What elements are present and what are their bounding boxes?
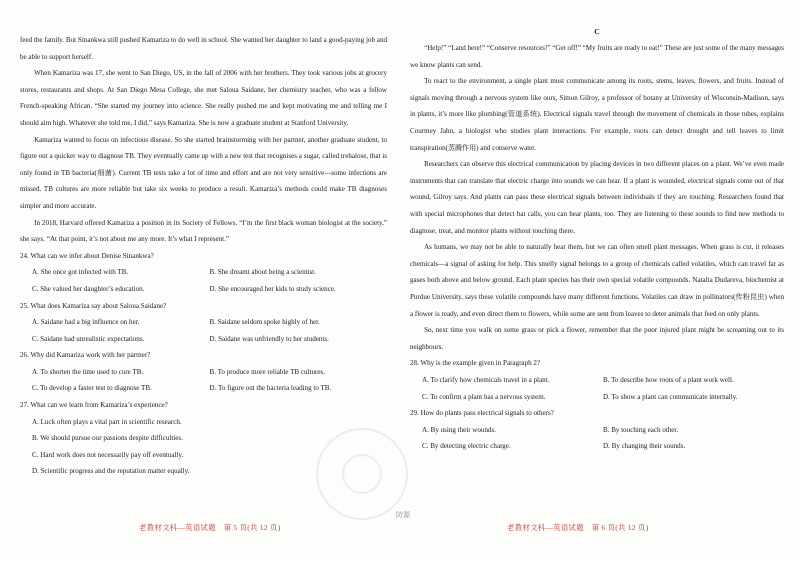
question-stem: 27. What can we learn from Kamariza’s experience? [20,401,168,410]
question-options [20,364,387,397]
question-stem: 24. What can we infer about Denise Sinankwa? [20,251,154,260]
question-options [20,314,387,347]
page-footer-right: 老教材文科—英语试题 第 6 页(共 12 页) [507,523,649,532]
right-paragraph-1: “Help!” “Land here!” “Conserve resources!” “Get off!” “My fruits are ready to eat!” These are just some of the many messages we know plants can send. [410,44,784,69]
left-paragraph-4: In 2018, Harvard offered Kamariza a position in its Society of Fellows. “I’m the first black woman biologist at the society,” she says. “At that point, it’s not about me any more. It’s what I represent.” [20,218,387,244]
option-b: B. Saidane seldom spoke highly of her. [209,318,320,327]
option-d: D. By changing their sounds. [603,442,686,451]
option-a: A. By using their wounds. [422,425,496,434]
right-paragraph-2: To react to the environment, a single plant must communicate among its roots, stems, leaves, flowers, and fruits. Instead of signals moving through a nervous system like ours, Simon Gilroy, a professor of botany at University of Wisconsin-Madison, says in plants, it’s more like plumbing(管道系统). Electrical signals travel through the movement of chemicals in those tubes, explains Courtney Jahn, a biologist who studies plant interactions. For example, roots can detect drought and tell leaves to limit transpiration(蒸腾作用) and conserve water. [410,77,784,152]
option-b: B. To describe how roots of a plant work well. [603,375,734,384]
left-paragraph-2: When Kamariza was 17, she went to San Diego, US, in the fall of 2006 with her brothers. They took various jobs at grocery stores, restaurants and shops. At San Diego Mesa College, she met Saloua Saidane, her chemistry teacher, who was a fellow French-speaking African. “She started my journey into science. She really pushed me and kept motivating me and telling me I should aim high. Whatever she told me, I did,” says Kamariza. She is now a graduate student at Stanford University. [20,69,387,127]
question-26 [20,347,387,397]
section-heading: C [594,27,600,36]
watermark-seal-inner [342,454,382,494]
question-options [410,372,784,405]
question-29 [410,405,784,455]
option-b: B. We should pursue our passions despite difficulties. [32,434,183,443]
option-c: C. Saidane had unrealistic expectations. [32,334,145,343]
option-c: C. Hard work does not necessarily pay off eventually. [32,450,184,459]
right-paragraph-4: As humans, we may not be able to naturally hear them, but we can often smell plant messages. When grass is cut, it releases chemicals—a signal of asking for help. This smelly signal belongs to a group of chemicals called volatiles, which can travel far as gases both above and below ground. Each plant species has their own special volatile compounds. Natalia Dudareva, biochemist at Purdue University, says these volatile compounds have many different functions. Volatiles can draw in pollinators(传粉昆虫) when a flower is ready, and even direct them to flowers, while some are sent from leaves to deter animals that feed on only plants. [410,243,784,318]
option-b: B. By touching each other. [603,425,679,434]
question-25 [20,298,387,348]
question-28 [410,355,784,405]
right-paragraph-3: Researchers can observe this electrical communication by placing devices in two different places on a plant. We’ve even made instruments that can translate that electric charge into sounds we can hear. If a plant is wounded, electrical signals come out of that wound, Gilroy says. And plants can pass these electrical signals between individuals if they are touching. Researchers found that with special microphones that detect bat calls, you can hear plants, too. They are listening to these sounds to find new methods to diagnose, treat, and monitor plants without touching there. [410,160,784,235]
option-c: C. By detecting electric charge. [422,442,511,451]
right-paragraph-5: So, next time you walk on some grass or pick a flower, remember that the poor injured plant might be screaming out to its neighbours. [410,326,784,351]
option-b: B. To produce more reliable TB cultures. [209,367,325,376]
option-d: D. She encouraged her kids to study science. [209,284,336,293]
right-column [410,27,784,455]
question-options [410,422,784,455]
question-stem: 29. How do plants pass electrical signals to others? [410,409,554,418]
option-a: A. To shorten the time used to cure TB. [32,367,144,376]
option-d: D. To show a plant can communicate internally. [603,392,738,401]
center-mark: 防源 [396,511,410,519]
option-c: C. To confirm a plant has a nervous system. [422,392,546,401]
question-stem: 26. Why did Kamariza work with her partner? [20,351,151,360]
question-24 [20,248,387,298]
option-d: D. Saidane was unfriendly to her students. [209,334,329,343]
left-column [20,32,387,480]
option-d: D. To figure out the bacteria leading to TB. [209,384,332,393]
option-a: A. She once got infected with TB. [32,268,129,277]
question-stem: 28. Why is the example given in Paragraph 2? [410,359,541,368]
option-a: A. To clarify how chemicals travel in a plant. [422,375,550,384]
left-paragraph-1: feed the family. But Sinankwa still pushed Kamariza to do well in school. She wanted her daughter to land a good-paying job and be able to support herself. [20,36,387,61]
left-paragraph-3: Kamariza wanted to focus on infectious disease. So she started brainstorming with her partner, another graduate student, to figure out a quicker way to diagnose TB. They eventually came up with a new test that recognises a sugar, called trehalose, that is only found in TB bacteria(细菌). Current TB tests take a lot of time and effort and are not very sensitive—some infections are missed. TB cultures are more reliable but take six weeks to produce a result. Kamariza’s methods could make TB diagnoses simpler and more accurate. [20,135,387,210]
option-a: A. Saidane had a big influence on her. [32,318,140,327]
option-c: C. To develop a faster test to diagnose TB. [32,384,152,393]
question-stem: 25. What does Kamariza say about Saloua Saidane? [20,301,167,310]
option-c: C. She valued her daughter’s education. [32,284,145,293]
option-a: A. Luck often plays a vital part in scientific research. [32,417,182,426]
option-d: D. Scientific progress and the reputation matter equally. [32,467,190,476]
option-b: B. She dreamt about being a scientist. [209,268,316,277]
page-footer-left: 老教材文科—英语试题 第 5 页(共 12 页) [139,523,281,532]
question-options [20,264,387,297]
